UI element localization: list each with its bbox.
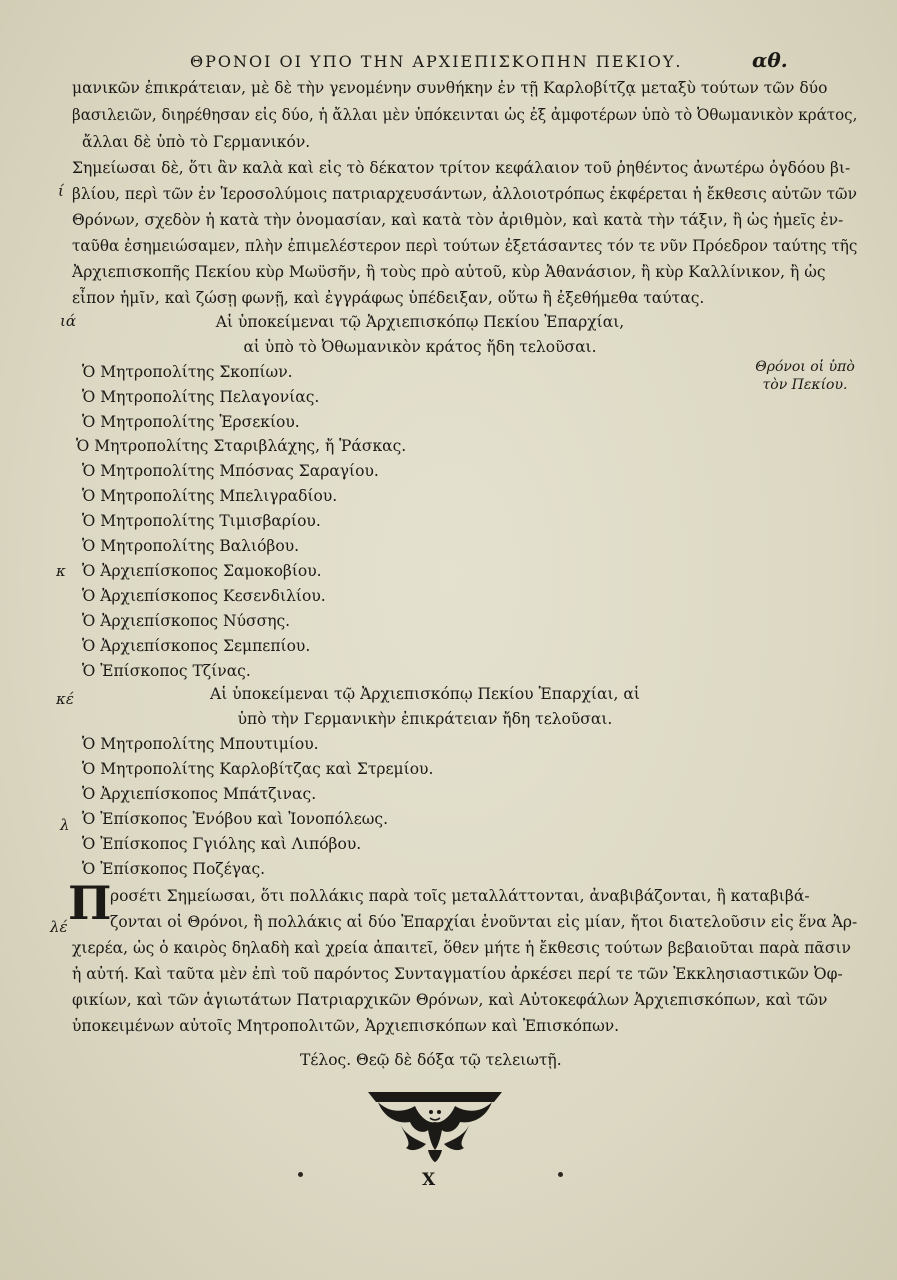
text-line: μανικῶν ἐπικράτειαν, μὲ δὲ τὴν γενομένην συνθήκην ἐν τῇ Καρλοβίτζᾳ μεταξὺ τούτων τῶν δύο [72, 79, 828, 97]
list-item: Ὁ Μητροπολίτης Μπελιγραδίου. [82, 487, 338, 505]
side-note-line: τὸν Πεκίου. [762, 377, 848, 393]
list-item: Ὁ Ἀρχιεπίσκοπος Σεμπεπίου. [82, 637, 311, 655]
list-item: Ὁ Μητροπολίτης Σκοπίων. [82, 363, 293, 381]
running-title: ΘΡΟΝΟΙ ΟΙ ΥΠΟ ΤΗΝ ΑΡΧΙΕΠΙΣΚΟΠΗΝ ΠΕΚΙΟΥ. [190, 52, 683, 71]
list-item: Ὁ Μητροπολίτης Ἐρσεκίου. [82, 413, 300, 431]
list-item: Ὁ Μητροπολίτης Τιμισβαρίου. [82, 512, 321, 530]
text-line: χιερέα, ὡς ὁ καιρὸς δηλαδὴ καὶ χρεία ἀπαιτεῖ, ὅθεν μήτε ἡ ἔκθεσις τούτων βεβαιοῦται παρὰ πᾶσιν [72, 939, 851, 957]
list-item: Ὁ Μητροπολίτης Μπουτιμίου. [82, 735, 319, 753]
closing-line: Τέλος. Θεῷ δὲ δόξα τῷ τελειωτῇ. [300, 1051, 562, 1069]
text-line: Σημείωσαι δὲ, ὅτι ἂν καλὰ καὶ εἰς τὸ δέκατον τρίτον κεφάλαιον τοῦ ῥηθέντος ἀνωτέρω ὀγδόου βι- [72, 159, 851, 177]
text-line: Θρόνων, σχεδὸν ἡ κατὰ τὴν ὀνομασίαν, καὶ κατὰ τὸν ἀριθμὸν, καὶ κατὰ τὴν τάξιν, ἢ ὡς ἡμεῖς ἐν- [72, 211, 844, 229]
text-line: βασιλειῶν, διηρέθησαν εἰς δύο, ἡ ἄλλαι μὲν ὑπόκεινται ὡς ἐξ ἀμφοτέρων ὑπὸ τὸ Ὀθωμανικὸν κράτος, [72, 106, 858, 124]
drop-cap: Π [68, 876, 112, 930]
margin-numeral: λέ [50, 918, 68, 936]
text-line: βλίου, περὶ τῶν ἐν Ἱεροσολύμοις πατριαρχευσάντων, ἀλλοιοτρόπως ἐκφέρεται ἡ ἔκθεσις αὐτῶν τῶν [72, 185, 857, 203]
list-item: Ὁ Ἀρχιεπίσκοπος Κεσενδιλίου. [82, 587, 326, 605]
section-heading: Αἱ ὑποκείμεναι τῷ Ἀρχιεπισκόπῳ Πεκίου Ἐπαρχίαι, αἱ [210, 685, 640, 703]
text-line: ἡ αὐτή. Καὶ ταῦτα μὲν ἐπὶ τοῦ παρόντος Συνταγματίου ἀρκέσει περί τε τῶν Ἐκκλησιαστικῶν Ὀφ- [72, 965, 843, 983]
margin-numeral: ί [58, 182, 64, 200]
margin-numeral: κέ [56, 690, 74, 708]
margin-numeral: λ [60, 816, 70, 834]
tailpiece-ornament-icon [360, 1084, 510, 1164]
text-line: ροσέτι Σημείωσαι, ὅτι πολλάκις παρὰ τοῖς μεταλλάττονται, ἀναβιβάζονται, ἢ καταβιβά- [110, 887, 810, 905]
list-item: Ὁ Μητροπολίτης Σταριβλάχης, ἤ Ῥάσκας. [76, 437, 407, 455]
list-item: Ὁ Ἀρχιεπίσκοπος Μπάτζινας. [82, 785, 317, 803]
text-line: εἶπον ἡμῖν, καὶ ζώσῃ φωνῇ, καὶ ἐγγράφως ὑπέδειξαν, οὕτω ἢ ἐξεθήμεθα ταύτας. [72, 289, 705, 307]
list-item: Ὁ Ἀρχιεπίσκοπος Νύσσης. [82, 612, 291, 630]
text-line: ἄλλαι δὲ ὑπὸ τὸ Γερμανικόν. [82, 133, 311, 151]
section-heading: αἱ ὑπὸ τὸ Ὀθωμανικὸν κράτος ἤδη τελοῦσαι. [243, 338, 597, 356]
section-heading: ὑπὸ τὴν Γερμανικὴν ἐπικράτειαν ἤδη τελοῦσαι. [237, 710, 613, 728]
text-line: ὑποκειμένων αὐτοῖς Μητροπολιτῶν, Ἀρχιεπισκόπων καὶ Ἐπισκόπων. [72, 1017, 620, 1035]
list-item: Ὁ Ἐπίσκοπος Γγιόλης καὶ Λιπόβου. [82, 835, 362, 853]
text-line: ζονται οἱ Θρόνοι, ἢ πολλάκις αἱ δύο Ἐπαρχίαι ἑνοῦνται εἰς μίαν, ἤτοι διατελοῦσιν εἰς ἕνα Ἀρ- [110, 913, 858, 931]
margin-numeral: ιά [60, 312, 77, 330]
list-item: Ὁ Ἐπίσκοπος Τζίνας. [82, 662, 251, 680]
margin-numeral: κ [56, 562, 66, 580]
text-line: Ἀρχιεπισκοπῆς Πεκίου κὺρ Μωϋσῆν, ἢ τοὺς πρὸ αὐτοῦ, κὺρ Ἀθανάσιον, ἢ κὺρ Καλλίνικον, ἢ ὡς [72, 263, 826, 281]
text-line: φικίων, καὶ τῶν ἁγιωτάτων Πατριαρχικῶν Θρόνων, καὶ Αὐτοκεφάλων Ἀρχιεπισκόπων, καὶ τῶν [72, 991, 828, 1009]
list-item: Ὁ Μητροπολίτης Βαλιόβου. [82, 537, 300, 555]
section-heading: Αἱ ὑποκείμεναι τῷ Ἀρχιεπισκόπῳ Πεκίου Ἐπαρχίαι, [215, 313, 625, 331]
ink-dot [558, 1172, 563, 1177]
text-line: ταῦθα ἐσημειώσαμεν, πλὴν ἐπιμελέστερον περὶ τούτων ἐξετάσαντες τόν τε νῦν Πρόεδρον ταύτης τῆς [72, 237, 858, 255]
signature-mark: X [422, 1170, 436, 1190]
list-item: Ὁ Μητροπολίτης Πελαγονίας. [82, 388, 320, 406]
list-item: Ὁ Ἀρχιεπίσκοπος Σαμοκοβίου. [82, 562, 322, 580]
list-item: Ὁ Ἐπίσκοπος Ποζέγας. [82, 860, 266, 878]
folio-number: αθ. [752, 48, 788, 72]
list-item: Ὁ Μητροπολίτης Μπόσνας Σαραγίου. [82, 462, 379, 480]
ink-dot [298, 1172, 303, 1177]
list-item: Ὁ Μητροπολίτης Καρλοβίτζας καὶ Στρεμίου. [82, 760, 434, 778]
side-note-line: Θρόνοι οἱ ὑπὸ [755, 359, 855, 375]
list-item: Ὁ Ἐπίσκοπος Ἐνόβου καὶ Ἰονοπόλεως. [82, 810, 389, 828]
side-note [750, 358, 860, 394]
